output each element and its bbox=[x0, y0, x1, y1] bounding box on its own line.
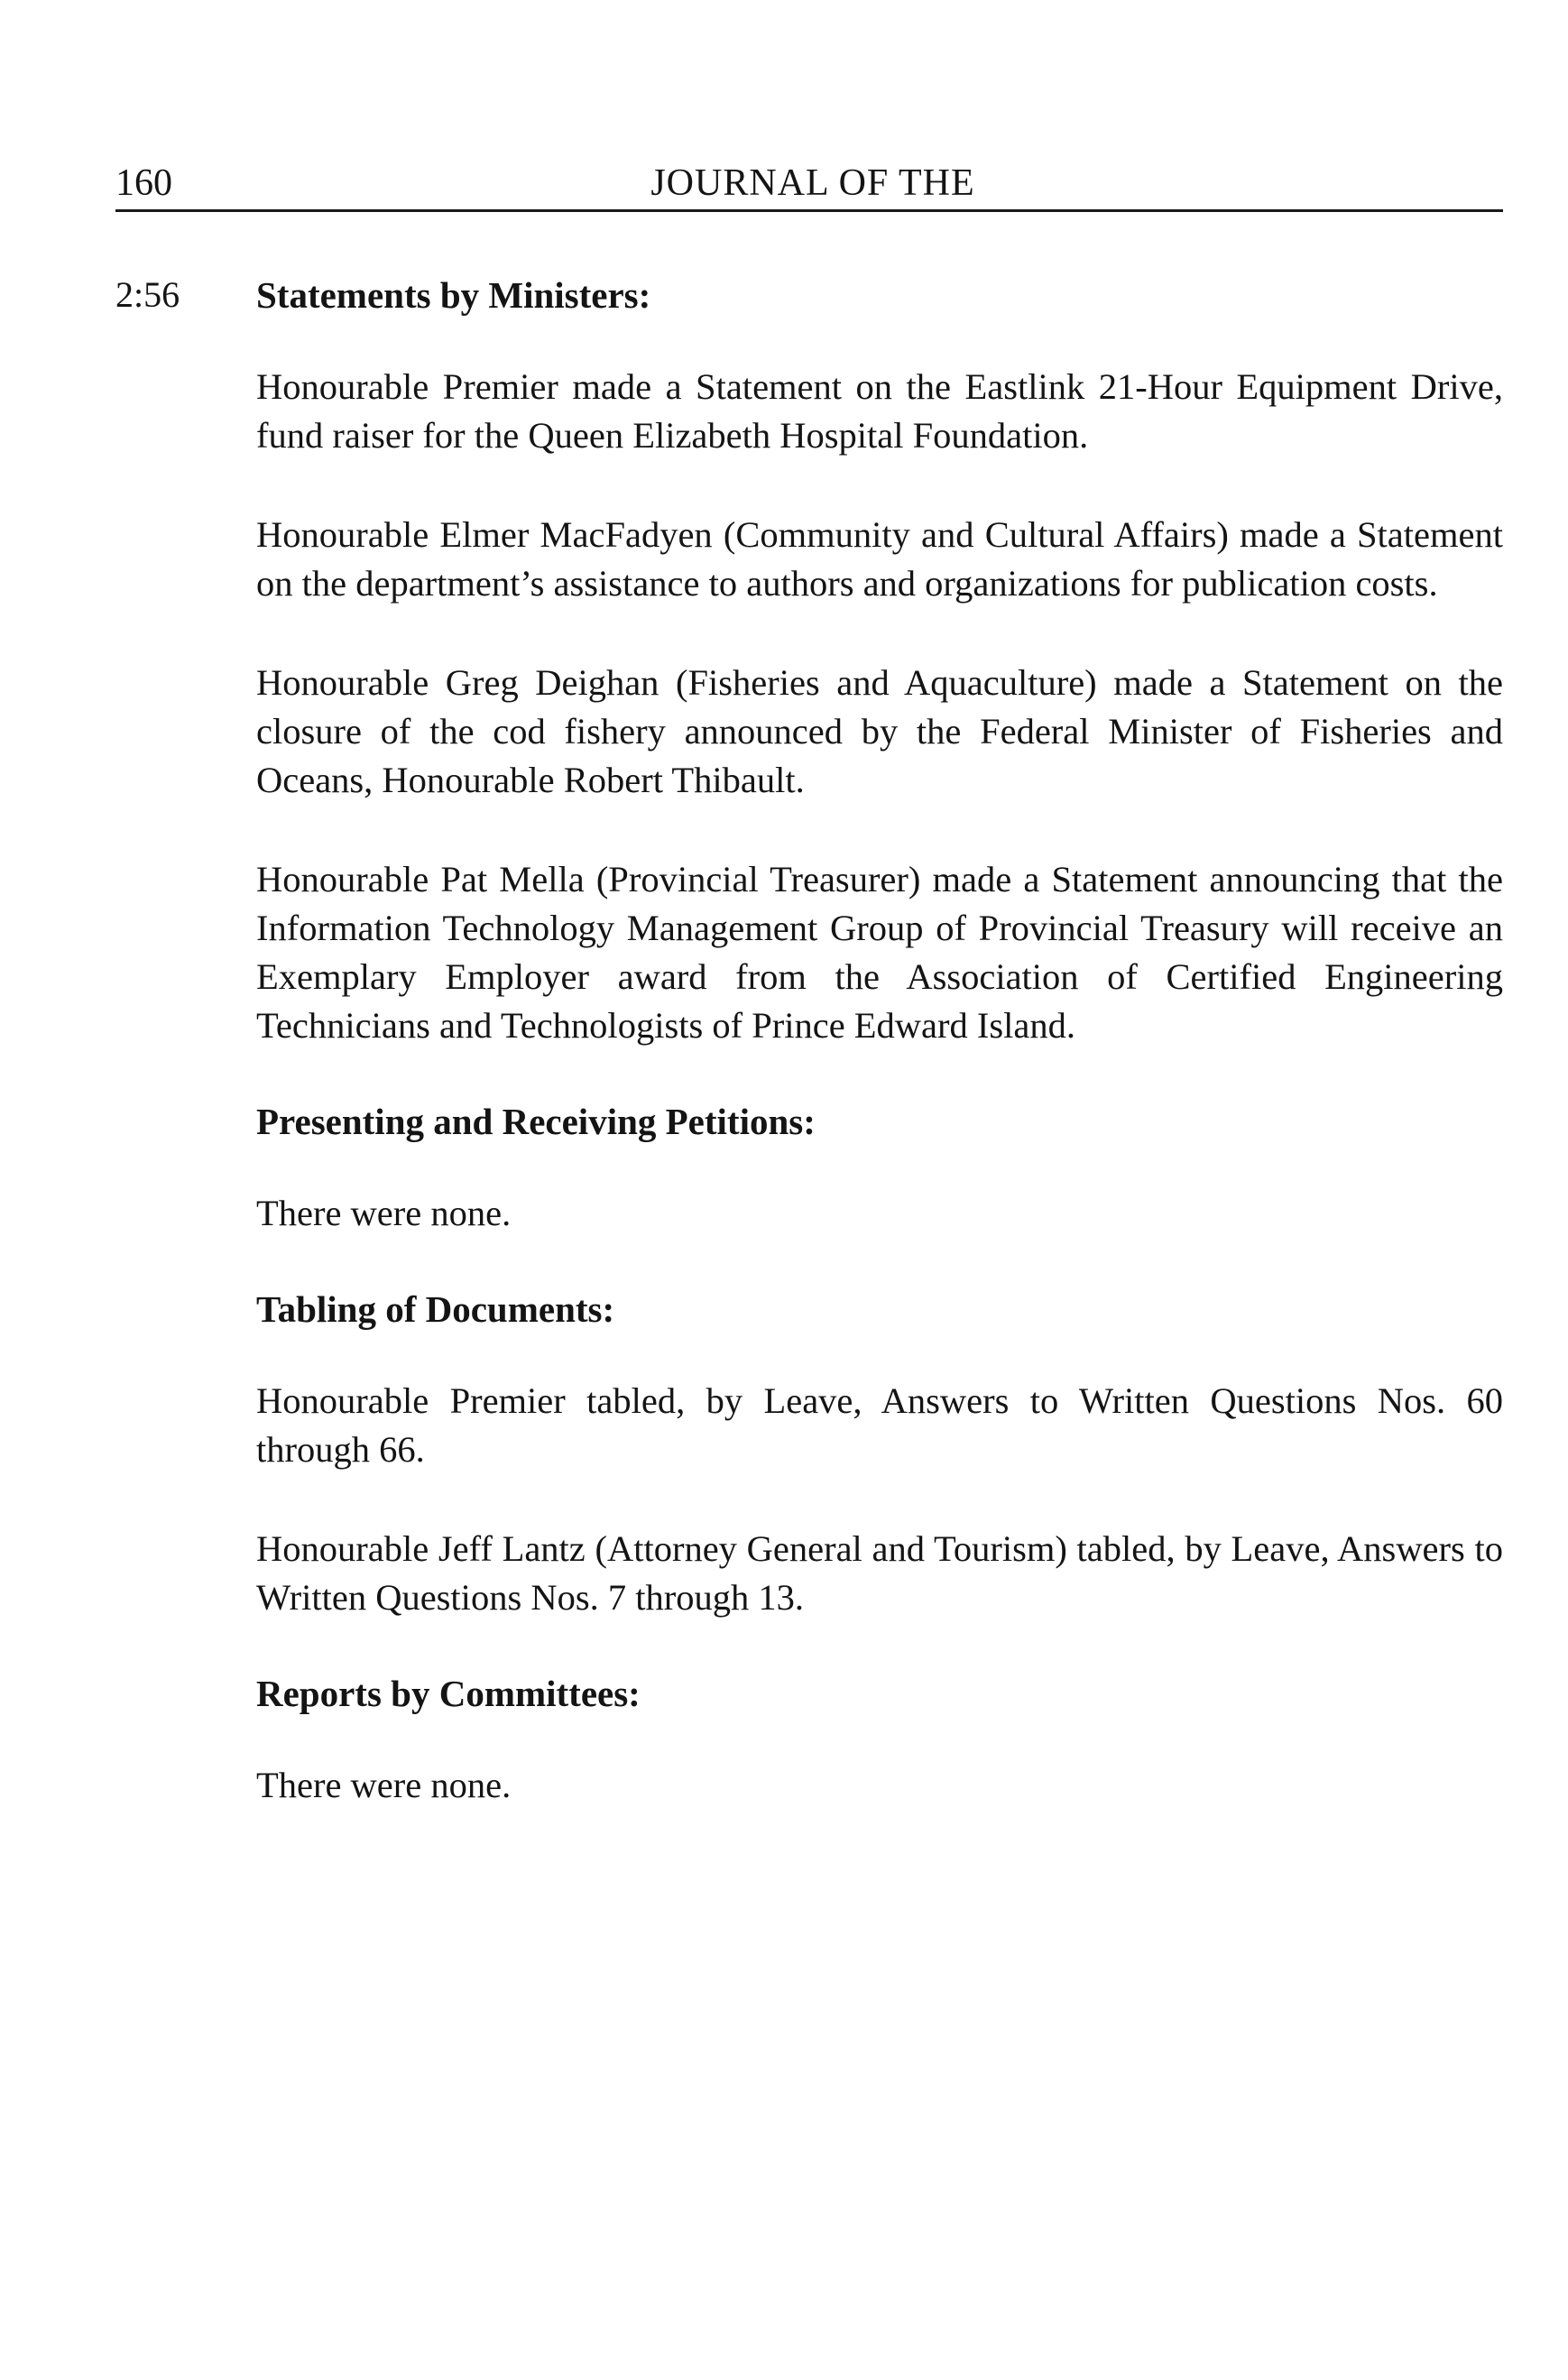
section-heading: Tabling of Documents: bbox=[256, 1288, 615, 1330]
header-rule bbox=[115, 209, 1503, 212]
section-heading: Statements by Ministers: bbox=[256, 274, 651, 316]
paragraph: There were none. bbox=[256, 1193, 512, 1233]
paragraph: Honourable Premier tabled, by Leave, Answers to Written Questions Nos. 60 through 66. bbox=[256, 1380, 1503, 1470]
paragraph: Honourable Premier made a Statement on the Eastlink 21-Hour Equipment Drive, fund raiser for the Queen Elizabeth Hospital Foundation. bbox=[256, 366, 1503, 456]
paragraph: Honourable Greg Deighan (Fisheries and Aquaculture) made a Statement on the closure of the cod fishery announced by the Federal Minister of Fisheries and Oceans, Honourable Robert Thibault. bbox=[256, 662, 1503, 800]
paragraph: Honourable Pat Mella (Provincial Treasurer) made a Statement announcing that the Information Technology Management Group of Provincial Treasury will receive an Exemplary Employer award from the Association of Certified Engineering Technicians and Technologists of Prince Edward Island. bbox=[256, 859, 1503, 1046]
paragraph: Honourable Jeff Lantz (Attorney General and Tourism) tabled, by Leave, Answers to Written Questions Nos. 7 through 13. bbox=[256, 1528, 1503, 1618]
section-heading: Reports by Committees: bbox=[256, 1673, 641, 1714]
section-reports-by-committees bbox=[256, 1669, 1503, 1810]
section-petitions bbox=[256, 1097, 1503, 1238]
journal-content bbox=[256, 271, 1503, 1810]
section-tabling-of-documents bbox=[256, 1285, 1503, 1622]
running-head: JOURNAL OF THE bbox=[650, 162, 975, 204]
section-heading: Presenting and Receiving Petitions: bbox=[256, 1101, 816, 1142]
page-number: 160 bbox=[115, 162, 172, 204]
time-stamp: 2:56 bbox=[115, 274, 180, 315]
page-header bbox=[115, 161, 1503, 206]
paragraph: There were none. bbox=[256, 1765, 512, 1805]
section-statements-by-ministers bbox=[256, 271, 1503, 1050]
paragraph: Honourable Elmer MacFadyen (Community and Cultural Affairs) made a Statement on the department’s assistance to authors and organizations for publication costs. bbox=[256, 514, 1503, 604]
